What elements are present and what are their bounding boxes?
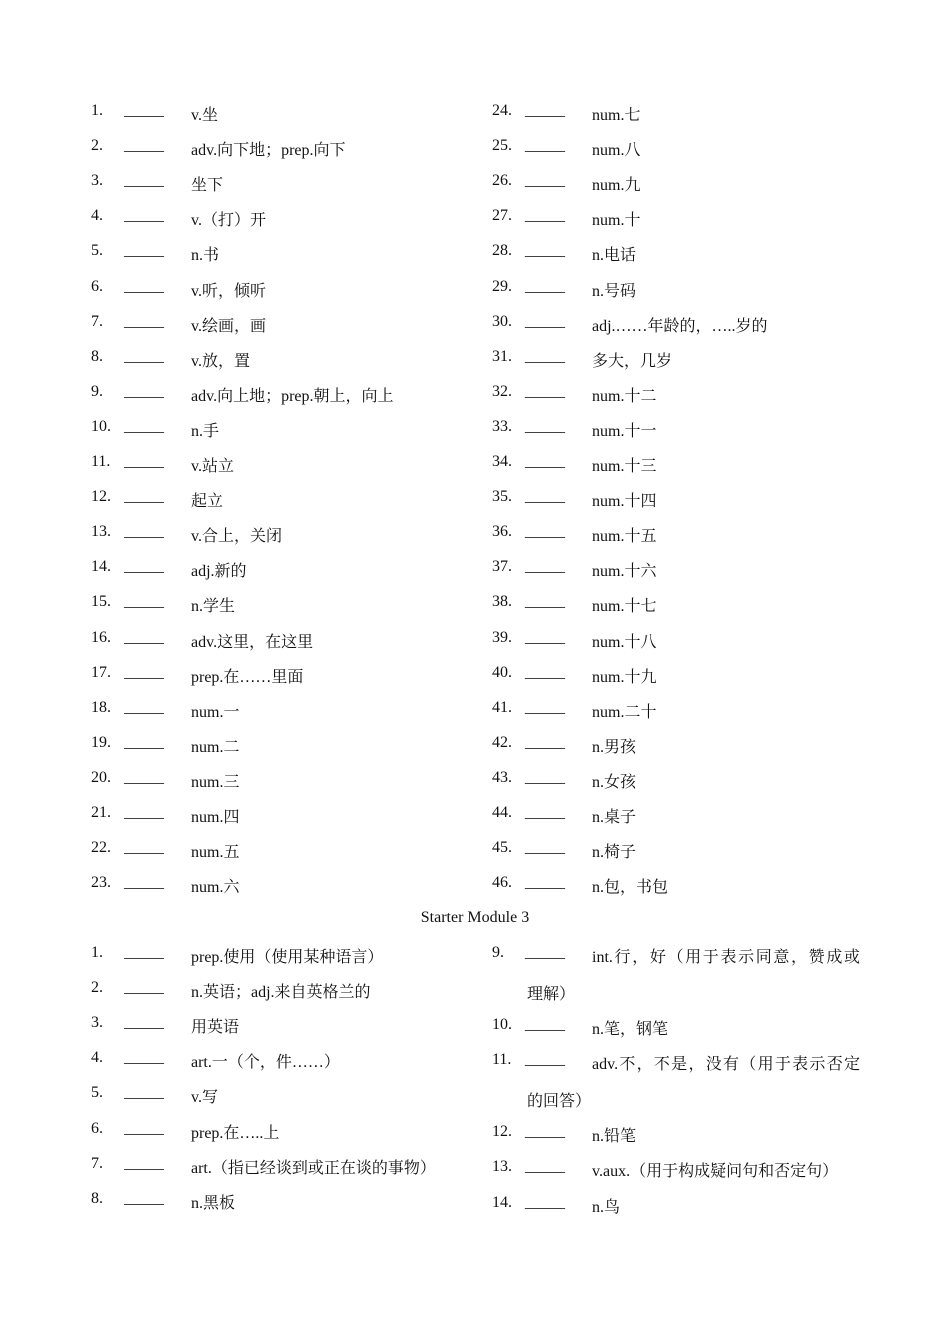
entry-definition: adv.不，不是，没有（用于表示否定 [592,1056,860,1073]
answer-blank: _____ [124,979,164,997]
entry-number: 37. [492,558,512,576]
entry-definition: v.（打）开 [191,212,266,230]
entry-definition: v.听，倾听 [191,282,266,300]
entry-definition: num.一 [191,703,240,721]
answer-blank: _____ [525,312,565,330]
answer-blank: _____ [124,944,164,961]
entry-number: 4. [91,207,103,225]
entry-number: 21. [91,804,111,821]
answer-blank: _____ [124,382,164,400]
entry-number: 28. [492,242,512,260]
answer-blank: _____ [525,698,565,716]
entry-number: 23. [91,874,111,892]
entry-number: 30. [492,312,512,330]
entry-number: 34. [492,453,512,470]
entry-definition: n.椅子 [592,844,637,862]
entry-number: 6. [91,1119,103,1137]
answer-blank: _____ [525,1051,565,1068]
entry-definition: v.aux.（用于构成疑问句和否定句） [592,1163,839,1180]
entry-definition: n.铅笔 [592,1127,637,1145]
entry-definition: n.男孩 [592,738,637,756]
answer-blank: _____ [124,277,164,295]
entry-number: 14. [492,1193,512,1211]
entry-definition: v.合上，关闭 [191,528,282,546]
entry-number: 6. [91,277,103,295]
answer-blank: _____ [525,172,565,190]
entry-number: 26. [492,172,512,190]
answer-blank: _____ [525,768,565,786]
entry-number: 1. [91,102,103,119]
answer-blank: _____ [525,1122,565,1140]
entry-definition: num.十七 [592,598,657,616]
answer-blank: _____ [124,1049,164,1067]
entry-number: 32. [492,382,512,400]
answer-blank: _____ [124,804,164,821]
entry-number: 12. [91,488,111,506]
entry-definition: v.绘画，画 [191,317,266,335]
answer-blank: _____ [525,1158,565,1175]
entry-number: 7. [91,312,103,330]
entry-number: 18. [91,698,111,716]
answer-blank: _____ [525,628,565,646]
entry-number: 1. [91,944,103,961]
entry-definition: adj.新的 [191,563,247,581]
answer-blank: _____ [525,1193,565,1211]
entry-definition: num.八 [592,142,641,160]
entry-number: 15. [91,593,111,611]
entry-definition: n.黑板 [191,1194,236,1212]
entry-definition: 坐下 [191,177,224,195]
entry-number: 8. [91,1189,103,1207]
entry-number: 43. [492,768,512,786]
answer-blank: _____ [525,137,565,155]
entry-number: 2. [91,137,103,155]
entry-definition: num.二 [191,738,240,756]
answer-blank: _____ [525,733,565,751]
answer-blank: _____ [525,488,565,506]
entry-definition: num.十九 [592,668,657,686]
entry-number: 22. [91,839,111,857]
entry-number: 25. [492,137,512,155]
answer-blank: _____ [124,1014,164,1032]
entry-number: 41. [492,698,512,716]
entry-number: 9. [91,382,103,400]
entry-definition: prep.在……里面 [191,668,304,686]
answer-blank: _____ [525,453,565,470]
entry-definition: 起立 [191,493,224,511]
entry-definition: v.坐 [191,107,218,124]
answer-blank: _____ [525,944,565,961]
answer-blank: _____ [124,1154,164,1172]
entry-number: 16. [91,628,111,646]
entry-definition: v.放，置 [191,352,250,370]
entry-number: 10. [492,1015,512,1033]
entry-definition: adv.向下地；prep.向下 [191,142,346,160]
entry-definition: n.书 [191,247,220,265]
entry-number: 27. [492,207,512,225]
entry-definition: num.十六 [592,563,657,581]
entry-number: 42. [492,733,512,751]
entry-number: 33. [492,417,512,435]
entry-definition: num.十五 [592,528,657,546]
entry-definition: num.十 [592,212,641,230]
answer-blank: _____ [124,347,164,365]
entry-definition: n.电话 [592,247,637,265]
answer-blank: _____ [525,382,565,400]
entry-number: 20. [91,768,111,786]
answer-blank: _____ [124,523,164,541]
answer-blank: _____ [124,242,164,260]
answer-blank: _____ [525,663,565,681]
entry-definition: adj.……年龄的，…..岁的 [592,317,768,335]
entry-definition: num.四 [191,809,240,826]
entry-number: 10. [91,417,111,435]
entry-number: 7. [91,1154,103,1172]
entry-number: 5. [91,242,103,260]
entry-definition: int.行，好（用于表示同意，赞成或 [592,949,860,966]
entry-definition: v.写 [191,1089,218,1107]
answer-blank: _____ [525,839,565,857]
entry-definition: n.手 [191,422,220,440]
answer-blank: _____ [525,1015,565,1033]
answer-blank: _____ [124,628,164,646]
entry-definition: num.七 [592,107,641,124]
entry-number: 4. [91,1049,103,1067]
answer-blank: _____ [124,207,164,225]
entry-definition: adv.这里，在这里 [191,633,314,651]
entry-definition: 用英语 [191,1019,240,1037]
entry-definition: num.三 [191,773,240,791]
entry-number: 14. [91,558,111,576]
entry-definition: n.女孩 [592,773,637,791]
answer-blank: _____ [525,277,565,295]
entry-number: 8. [91,347,103,365]
answer-blank: _____ [525,102,565,119]
answer-blank: _____ [124,488,164,506]
entry-definition-continued: 的回答） [527,1093,592,1110]
entry-definition: n.鸟 [592,1198,621,1216]
entry-definition: num.五 [191,844,240,862]
entry-definition: n.笔，钢笔 [592,1020,669,1038]
answer-blank: _____ [525,874,565,892]
entry-definition: n.英语；adj.来自英格兰的 [191,984,371,1002]
answer-blank: _____ [525,417,565,435]
entry-definition: n.包，书包 [592,879,669,897]
entry-number: 2. [91,979,103,997]
entry-number: 3. [91,1014,103,1032]
answer-blank: _____ [124,172,164,190]
answer-blank: _____ [124,1084,164,1102]
answer-blank: _____ [124,417,164,435]
entry-definition: num.十八 [592,633,657,651]
entry-number: 17. [91,663,111,681]
entry-definition: prep.在…..上 [191,1124,280,1142]
entry-number: 46. [492,874,512,892]
entry-definition: num.二十 [592,703,657,721]
entry-definition: 多大，几岁 [592,352,673,370]
entry-number: 45. [492,839,512,857]
entry-definition: n.桌子 [592,809,637,826]
entry-number: 13. [492,1158,512,1175]
answer-blank: _____ [525,558,565,576]
answer-blank: _____ [525,804,565,821]
entry-number: 29. [492,277,512,295]
entry-definition: num.十一 [592,422,657,440]
answer-blank: _____ [525,242,565,260]
answer-blank: _____ [525,593,565,611]
entry-definition: v.站立 [191,458,234,475]
entry-number: 40. [492,663,512,681]
answer-blank: _____ [124,839,164,857]
entry-number: 38. [492,593,512,611]
entry-number: 9. [492,944,504,961]
entry-number: 24. [492,102,512,119]
answer-blank: _____ [124,312,164,330]
answer-blank: _____ [124,663,164,681]
answer-blank: _____ [525,347,565,365]
entry-number: 36. [492,523,512,541]
entry-number: 31. [492,347,512,365]
entry-definition: prep.使用（使用某种语言） [191,949,384,966]
answer-blank: _____ [124,558,164,576]
answer-blank: _____ [124,733,164,751]
entry-number: 5. [91,1084,103,1102]
entry-definition: art.一（个，件……） [191,1054,340,1072]
entry-definition: num.十二 [592,387,657,405]
answer-blank: _____ [124,768,164,786]
entry-number: 13. [91,523,111,541]
entry-definition: num.十三 [592,458,657,475]
section-heading-module-3: Starter Module 3 [420,909,530,926]
answer-blank: _____ [124,698,164,716]
answer-blank: _____ [124,1189,164,1207]
entry-definition: adv.向上地；prep.朝上，向上 [191,387,394,405]
entry-definition: num.六 [191,879,240,897]
entry-number: 35. [492,488,512,506]
entry-number: 3. [91,172,103,190]
answer-blank: _____ [124,1119,164,1137]
entry-number: 11. [91,453,111,470]
entry-definition-continued: 理解） [527,986,576,1003]
entry-definition: n.学生 [191,598,236,616]
answer-blank: _____ [124,102,164,119]
entry-definition: n.号码 [592,282,637,300]
answer-blank: _____ [124,453,164,470]
entry-definition: art.（指已经谈到或正在谈的事物） [191,1159,436,1177]
entry-number: 39. [492,628,512,646]
answer-blank: _____ [124,874,164,892]
entry-number: 12. [492,1122,512,1140]
entry-definition: num.十四 [592,493,657,511]
entry-number: 44. [492,804,512,821]
answer-blank: _____ [124,137,164,155]
entry-number: 11. [492,1051,512,1068]
entry-definition: num.九 [592,177,641,195]
answer-blank: _____ [124,593,164,611]
answer-blank: _____ [525,207,565,225]
answer-blank: _____ [525,523,565,541]
entry-number: 19. [91,733,111,751]
